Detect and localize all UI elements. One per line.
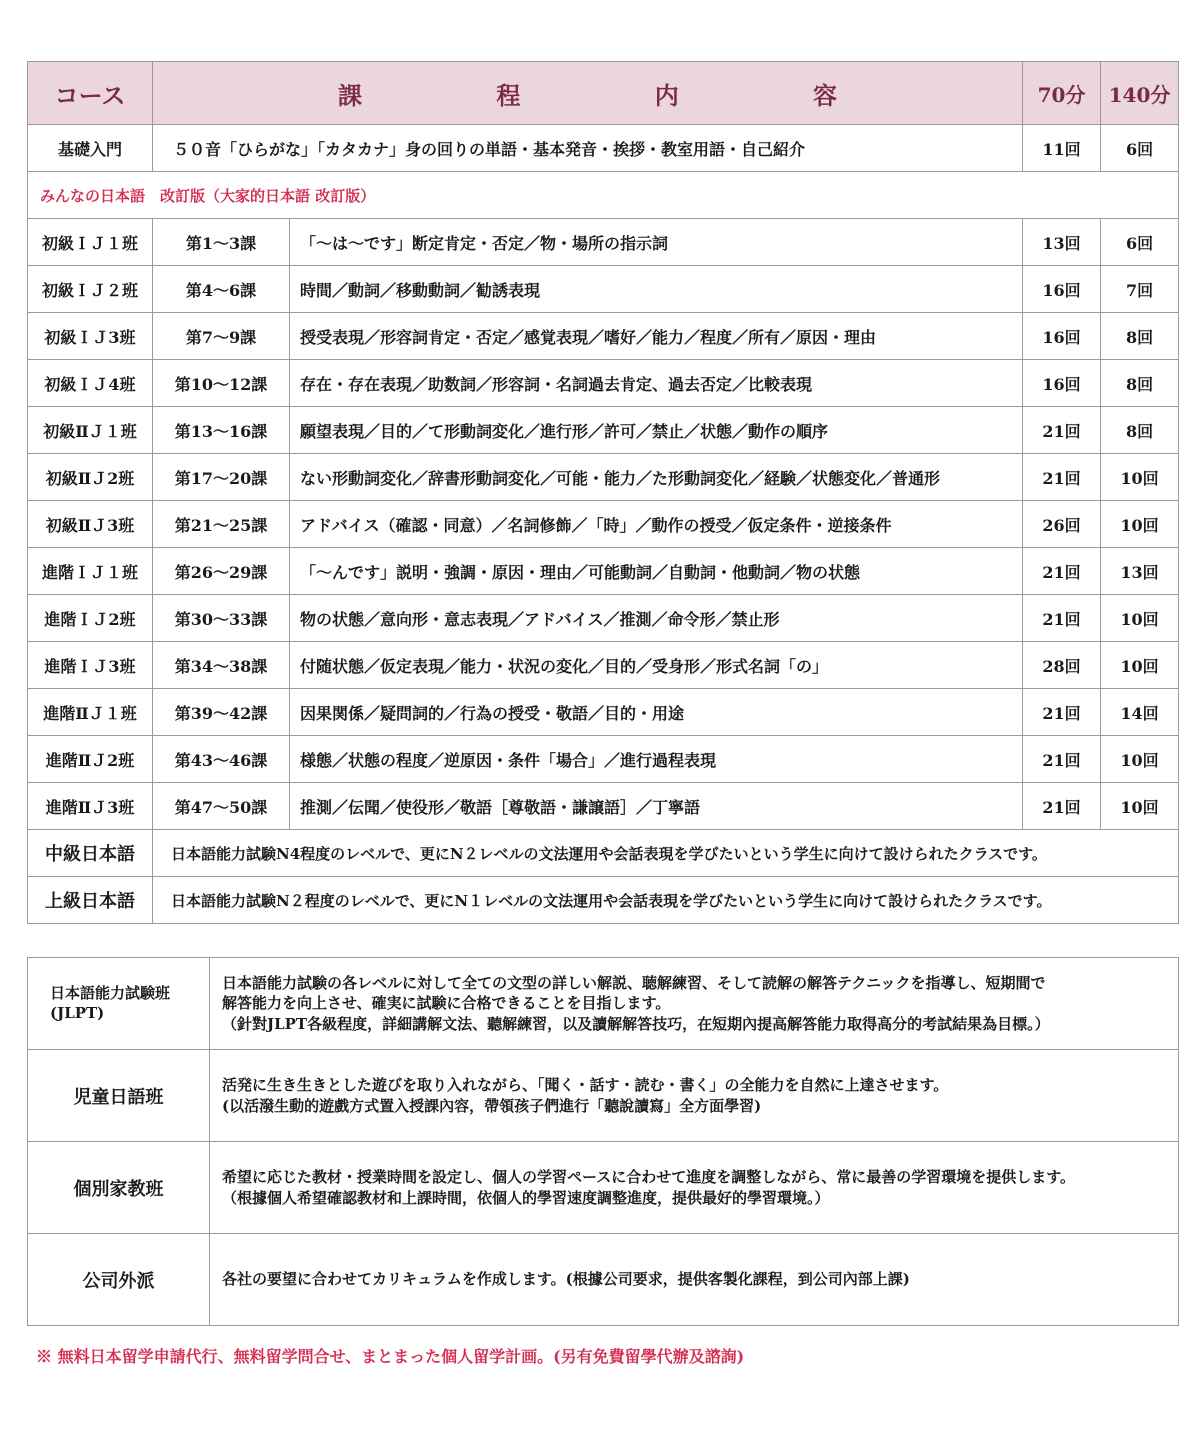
course-desc: 推測／伝聞／使役形／敬語［尊敬語・謙譲語］／丁寧語 [290,783,1023,830]
class-name: 日本語能力試験班 (JLPT) [28,958,210,1050]
course-desc: アドバイス（確認・同意）／名詞修飾／「時」／動作の授受／仮定条件・逆接条件 [290,501,1023,548]
header-content [153,62,1023,125]
table-row [28,689,1179,736]
class-row [28,1050,1179,1142]
level-row [28,877,1179,924]
count-70: 21回 [1023,548,1101,595]
count-70: 28回 [1023,642,1101,689]
class-desc [210,1142,1179,1234]
count-140: 10回 [1101,454,1179,501]
course-name: 進階ⅡＪ3班 [28,783,153,830]
course-desc: 因果関係／疑問詞的／行為の授受・敬語／目的・用途 [290,689,1023,736]
course-name: 進階ⅡＪ2班 [28,736,153,783]
course-name: 基礎入門 [28,125,153,172]
class-desc-line: 解答能力を向上させ、確実に試験に合格できることを目指します。 [222,994,671,1013]
course-desc: 「～んです」説明・強調・原因・理由／可能動詞／自動詞・他動詞／物の状態 [290,548,1023,595]
count-140: 8回 [1101,360,1179,407]
table-row [28,266,1179,313]
lesson-range: 第34～38課 [153,642,290,689]
course-desc: 付随状態／仮定表現／能力・状況の変化／目的／受身形／形式名詞「の」 [290,642,1023,689]
class-name: 児童日語班 [28,1050,210,1142]
count-70: 26回 [1023,501,1101,548]
header-70min: 70分 [1023,62,1101,125]
table-row [28,783,1179,830]
course-name: 初級ⅡＪ2班 [28,454,153,501]
count-70: 16回 [1023,266,1101,313]
count-70: 16回 [1023,360,1101,407]
table-header-row [28,62,1179,125]
count-70: 21回 [1023,407,1101,454]
table-row [28,595,1179,642]
table-row [28,219,1179,266]
count-140: 7回 [1101,266,1179,313]
course-desc: 授受表現／形容詞肯定・否定／感覚表現／嗜好／能力／程度／所有／原因・理由 [290,313,1023,360]
class-desc-line: (以活潑生動的遊戲方式置入授課內容，帶領孩子們進行「聽說讀寫」全方面學習) [222,1096,762,1115]
course-name: 初級ＩＪ4班 [28,360,153,407]
count-140: 10回 [1101,595,1179,642]
lesson-range: 第10～12課 [153,360,290,407]
class-desc-line: 活発に生き生きとした遊びを取り入れながら、「聞く・話す・読む・書く」の全能力を自然に上達させます。 [222,1076,949,1095]
count-70: 21回 [1023,454,1101,501]
table-row [28,736,1179,783]
class-row [28,1142,1179,1234]
header-char: 程 [496,80,521,110]
table-row [28,642,1179,689]
class-desc-line: 希望に応じた教材・授業時間を設定し、個人の学習ペースに合わせて進度を調整しながら、常に最善の学習環境を提供します。 [222,1168,1076,1187]
footnote: ※ 無料日本留学申請代行、無料留学問合せ、まとまった個人留学計画。(另有免費留學代辦及諮詢) [36,1347,745,1366]
textbook-label: みんなの日本語 改訂版（大家的日本語 改訂版） [28,172,1179,219]
class-row [28,958,1179,1050]
course-name: 初級ⅡＪ１班 [28,407,153,454]
course-name: 初級ＩＪ１班 [28,219,153,266]
count-70: 11回 [1023,125,1101,172]
course-desc: 物の状態／意向形・意志表現／アドバイス／推測／命令形／禁止形 [290,595,1023,642]
count-70: 21回 [1023,689,1101,736]
lesson-range: 第4～6課 [153,266,290,313]
lesson-range: 第21～25課 [153,501,290,548]
class-desc-line: （根據個人希望確認教材和上課時間，依個人的學習速度調整進度，提供最好的學習環境。） [222,1188,830,1207]
table-row [28,360,1179,407]
course-table [27,61,1179,924]
header-140min: 140分 [1101,62,1179,125]
count-140: 8回 [1101,407,1179,454]
count-140: 14回 [1101,689,1179,736]
lesson-range: 第30～33課 [153,595,290,642]
course-desc: 「～は～です」断定肯定・否定／物・場所の指示詞 [290,219,1023,266]
course-desc: 存在・存在表現／助数詞／形容詞・名詞過去肯定、過去否定／比較表現 [290,360,1023,407]
course-desc: 時間／動詞／移動動詞／勧誘表現 [290,266,1023,313]
count-140: 10回 [1101,783,1179,830]
count-140: 10回 [1101,642,1179,689]
level-name: 上級日本語 [28,877,153,924]
class-desc-line: 日本語能力試験の各レベルに対して全ての文型の詳しい解説、聴解練習、そして読解の解答テクニックを指導し、短期間で [222,974,1046,993]
table-row [28,501,1179,548]
course-name: 初級ＩＪ3班 [28,313,153,360]
level-name: 中級日本語 [28,830,153,877]
textbook-row [28,172,1179,219]
table-row [28,407,1179,454]
count-70: 21回 [1023,595,1101,642]
class-name: 個別家教班 [28,1142,210,1234]
header-course: コース [28,62,153,125]
count-140: 13回 [1101,548,1179,595]
course-desc: 様態／状態の程度／逆原因・条件「場合」／進行過程表現 [290,736,1023,783]
lesson-range: 第1～3課 [153,219,290,266]
course-name: 進階ⅡＪ１班 [28,689,153,736]
class-name: 公司外派 [28,1234,210,1326]
class-desc [210,958,1179,1050]
class-row [28,1234,1179,1326]
header-char: 課 [337,80,362,110]
count-140: 8回 [1101,313,1179,360]
class-desc-line: 各社の要望に合わせてカリキュラムを作成します。(根據公司要求，提供客製化課程，到公司內部上課) [222,1270,910,1289]
lesson-range: 第47～50課 [153,783,290,830]
course-name: 初級ＩＪ２班 [28,266,153,313]
lesson-range: 第13～16課 [153,407,290,454]
class-desc [210,1050,1179,1142]
course-desc: ない形動詞変化／辞書形動詞変化／可能・能力／た形動詞変化／経験／状態変化／普通形 [290,454,1023,501]
course-name: 初級ⅡＪ3班 [28,501,153,548]
course-name: 進階ＩＪ3班 [28,642,153,689]
count-70: 21回 [1023,736,1101,783]
level-desc: 日本語能力試験N4程度のレベルで、更にN２レベルの文法運用や会話表現を学びたいという学生に向けて設けられたクラスです。 [153,830,1179,877]
special-class-table [27,957,1179,1326]
lesson-range: 第43～46課 [153,736,290,783]
count-140: 10回 [1101,736,1179,783]
count-70: 21回 [1023,783,1101,830]
table-row [28,454,1179,501]
level-row [28,830,1179,877]
course-name: 進階ＩＪ１班 [28,548,153,595]
table-row-intro [28,125,1179,172]
count-70: 13回 [1023,219,1101,266]
count-140: 10回 [1101,501,1179,548]
lesson-range: 第17～20課 [153,454,290,501]
table-row [28,548,1179,595]
header-char: 容 [813,80,838,110]
count-140: 6回 [1101,125,1179,172]
lesson-range: 第7～9課 [153,313,290,360]
class-desc-line: （針對JLPT各級程度，詳細講解文法、聽解練習，以及讀解解答技巧，在短期內提高解答能力取得高分的考試結果為目標。） [222,1014,1050,1033]
count-70: 16回 [1023,313,1101,360]
lesson-range: 第39～42課 [153,689,290,736]
count-140: 6回 [1101,219,1179,266]
table-row [28,313,1179,360]
level-desc: 日本語能力試験N２程度のレベルで、更にN１レベルの文法運用や会話表現を学びたいという学生に向けて設けられたクラスです。 [153,877,1179,924]
header-char: 内 [654,80,679,110]
course-desc: ５０音「ひらがな」「カタカナ」身の回りの単語・基本発音・挨拶・教室用語・自己紹介 [153,125,1023,172]
course-desc: 願望表現／目的／て形動詞変化／進行形／許可／禁止／状態／動作の順序 [290,407,1023,454]
class-desc [210,1234,1179,1326]
lesson-range: 第26～29課 [153,548,290,595]
course-name: 進階ＩＪ2班 [28,595,153,642]
